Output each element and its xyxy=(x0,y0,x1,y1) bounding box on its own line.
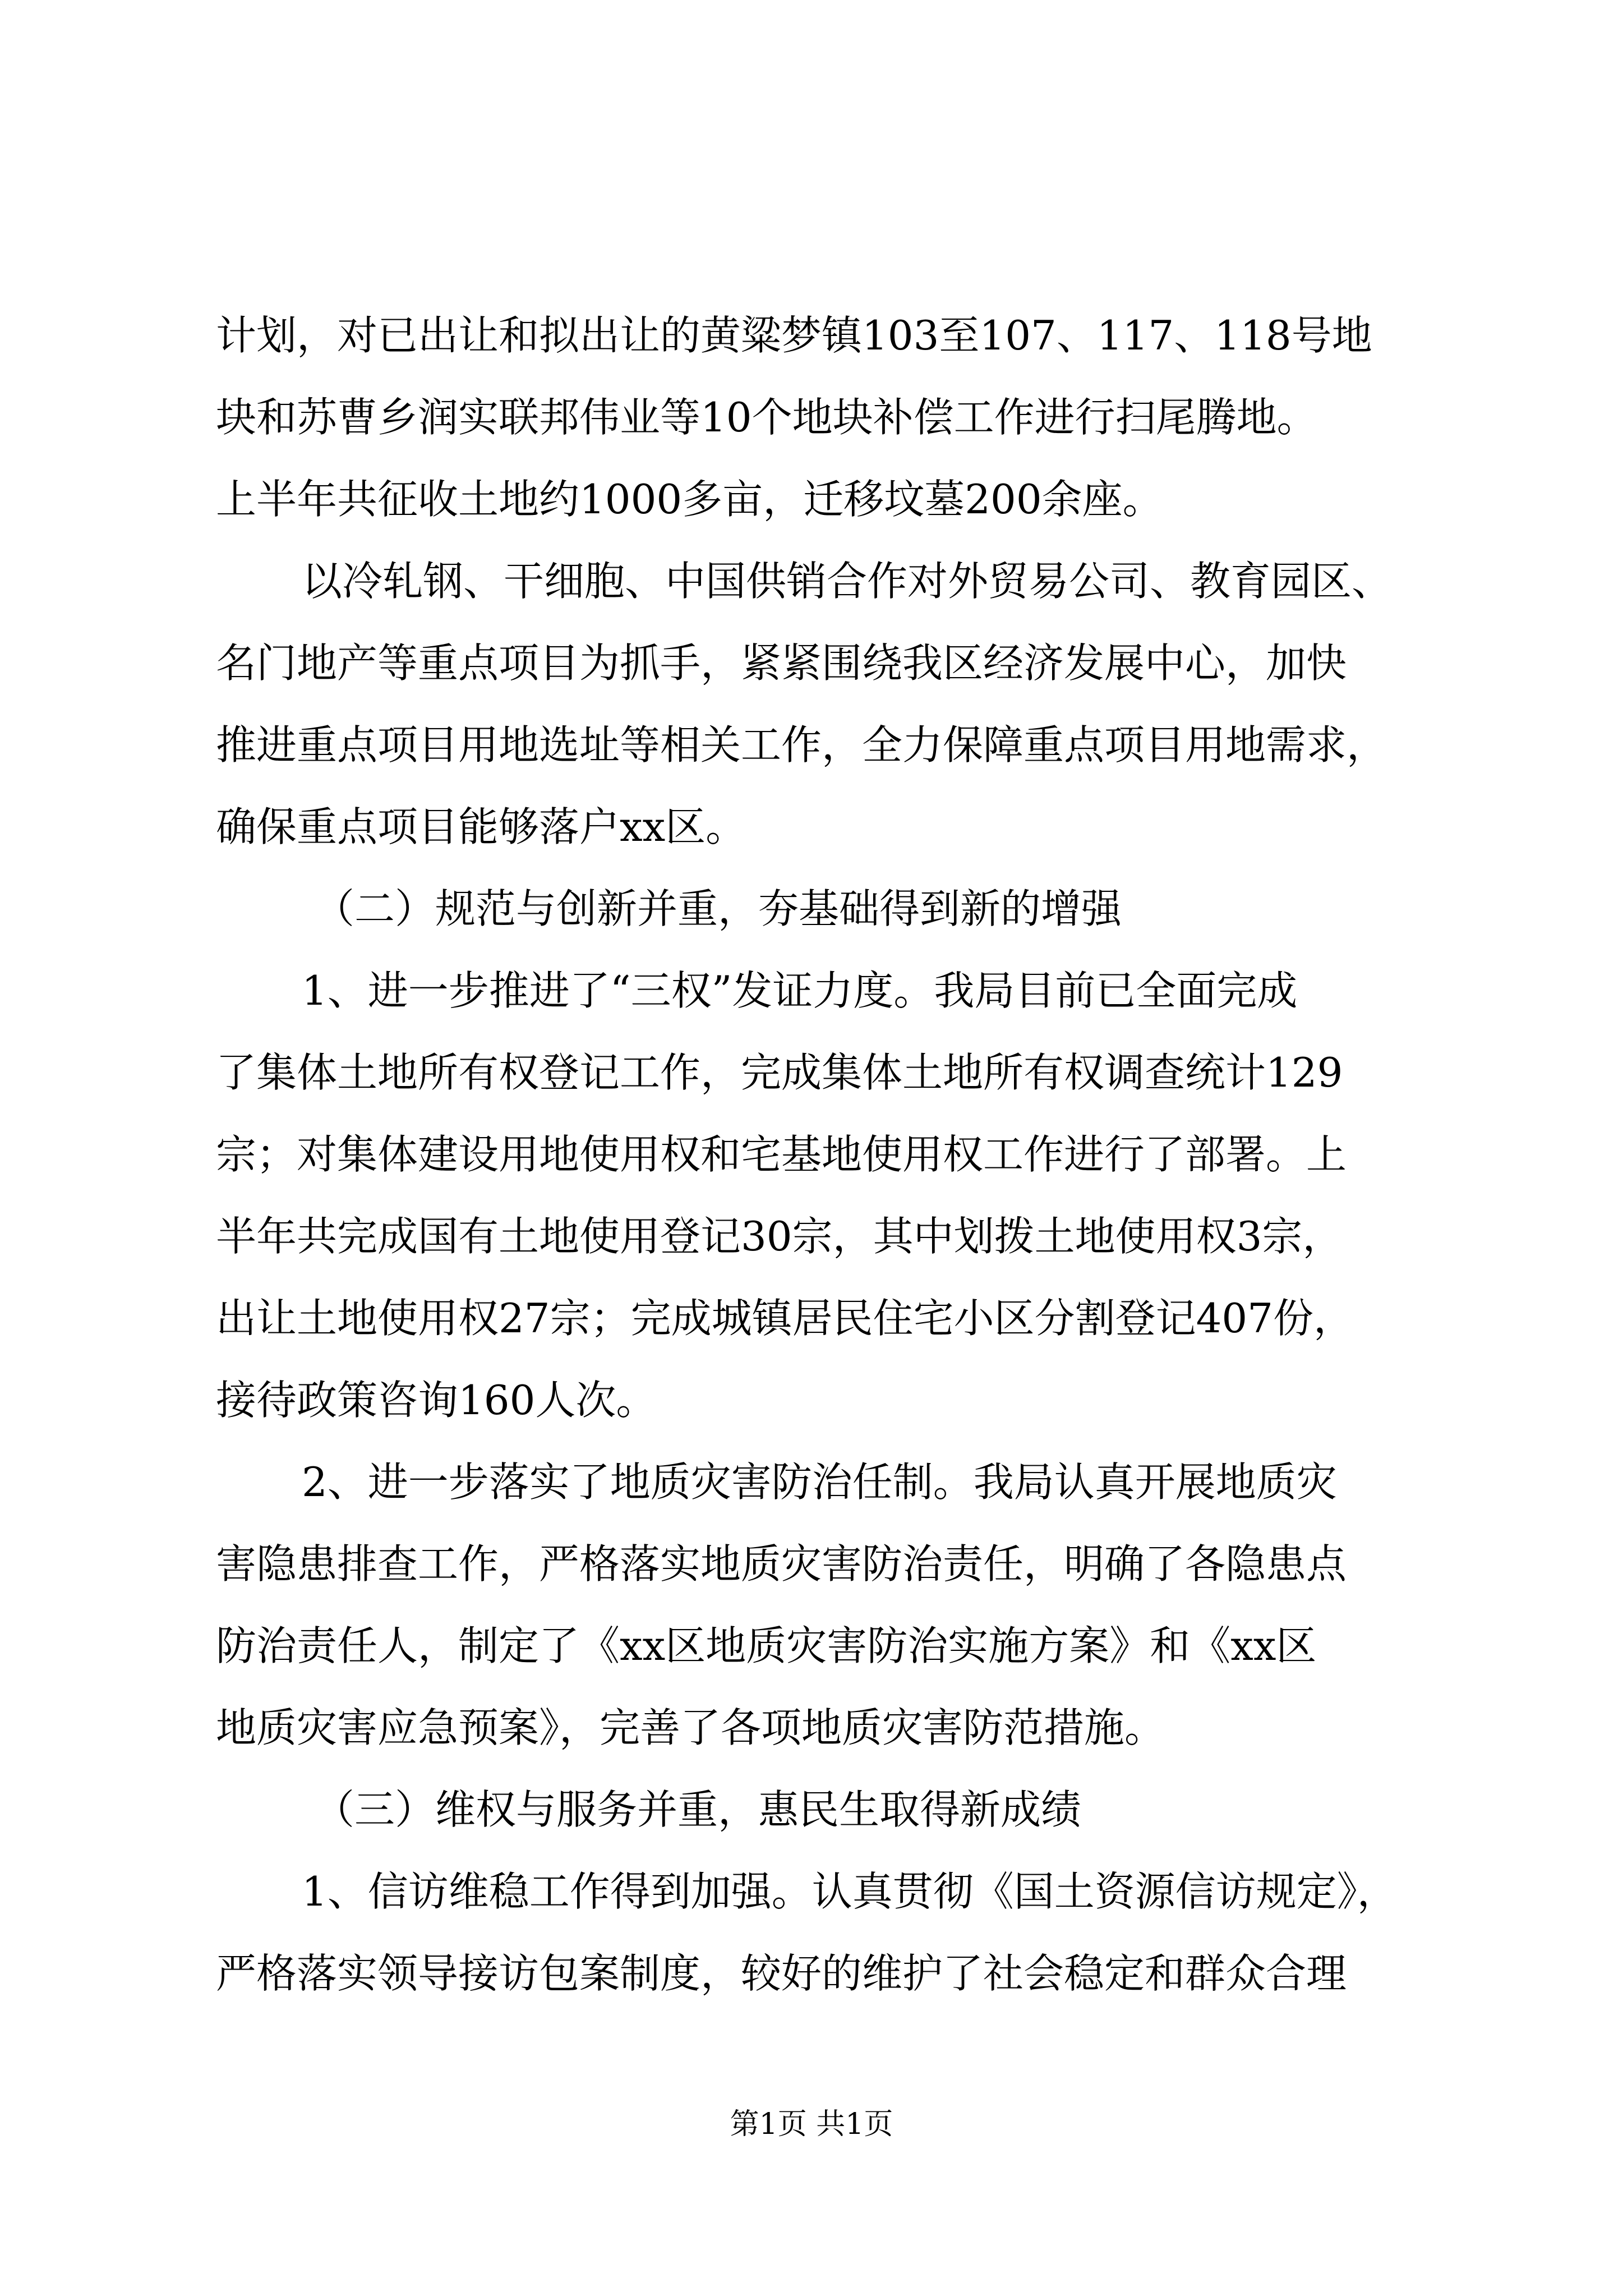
text-line: 接待政策咨询160人次。 xyxy=(216,1377,657,1424)
paragraph-start-line: 2、进一步落实了地质灾害防治任制。我局认真开展地质灾 xyxy=(302,1458,1337,1506)
text-line: 地质灾害应急预案》，完善了各项地质灾害防范措施。 xyxy=(216,1704,1165,1751)
text-line: 半年共完成国有土地使用登记30宗，其中划拨土地使用权3宗， xyxy=(216,1213,1343,1260)
text-line: 计划，对已出让和拟出让的黄粱梦镇103至107、117、118号地 xyxy=(216,312,1372,359)
text-line: 块和苏曹乡润实联邦伟业等10个地块补偿工作进行扫尾腾地。 xyxy=(216,394,1317,441)
section-heading: （二）规范与创新并重，夯基础得到新的增强 xyxy=(314,885,1122,932)
text-line: 确保重点项目能够落户xx区。 xyxy=(216,803,746,850)
text-line: 严格落实领导接访包案制度，较好的维护了社会稳定和群众合理 xyxy=(216,1950,1347,1997)
text-line: 推进重点项目用地选址等相关工作，全力保障重点项目用地需求， xyxy=(216,721,1387,769)
text-line: 害隐患排查工作，严格落实地质灾害防治责任，明确了各隐患点 xyxy=(216,1540,1347,1588)
page-footer: 第1页 共1页 xyxy=(730,2108,893,2141)
paragraph-start-line: 以冷轧钢、干细胞、中国供销合作对外贸易公司、教育园区、 xyxy=(302,558,1393,605)
text-line: 防治责任人，制定了《xx区地质灾害防治实施方案》和《xx区 xyxy=(216,1622,1317,1669)
text-line: 上半年共征收土地约1000多亩，迁移坟墓200余座。 xyxy=(216,476,1163,523)
paragraph-start-line: 1、信访维稳工作得到加强。认真贯彻《国土资源信访规定》， xyxy=(302,1868,1398,1915)
text-line: 了集体土地所有权登记工作，完成集体土地所有权调查统计129 xyxy=(216,1049,1343,1096)
text-line: 宗；对集体建设用地使用权和宅基地使用权工作进行了部署。上 xyxy=(216,1131,1347,1178)
section-heading: （三）维权与服务并重，惠民生取得新成绩 xyxy=(314,1786,1082,1833)
text-line: 出让土地使用权27宗；完成城镇居民住宅小区分割登记407份， xyxy=(216,1295,1354,1342)
paragraph-start-line: 1、进一步推进了“三权”发证力度。我局目前已全面完成 xyxy=(302,967,1298,1014)
text-line: 名门地产等重点项目为抓手，紧紧围绕我区经济发展中心，加快 xyxy=(216,639,1347,687)
